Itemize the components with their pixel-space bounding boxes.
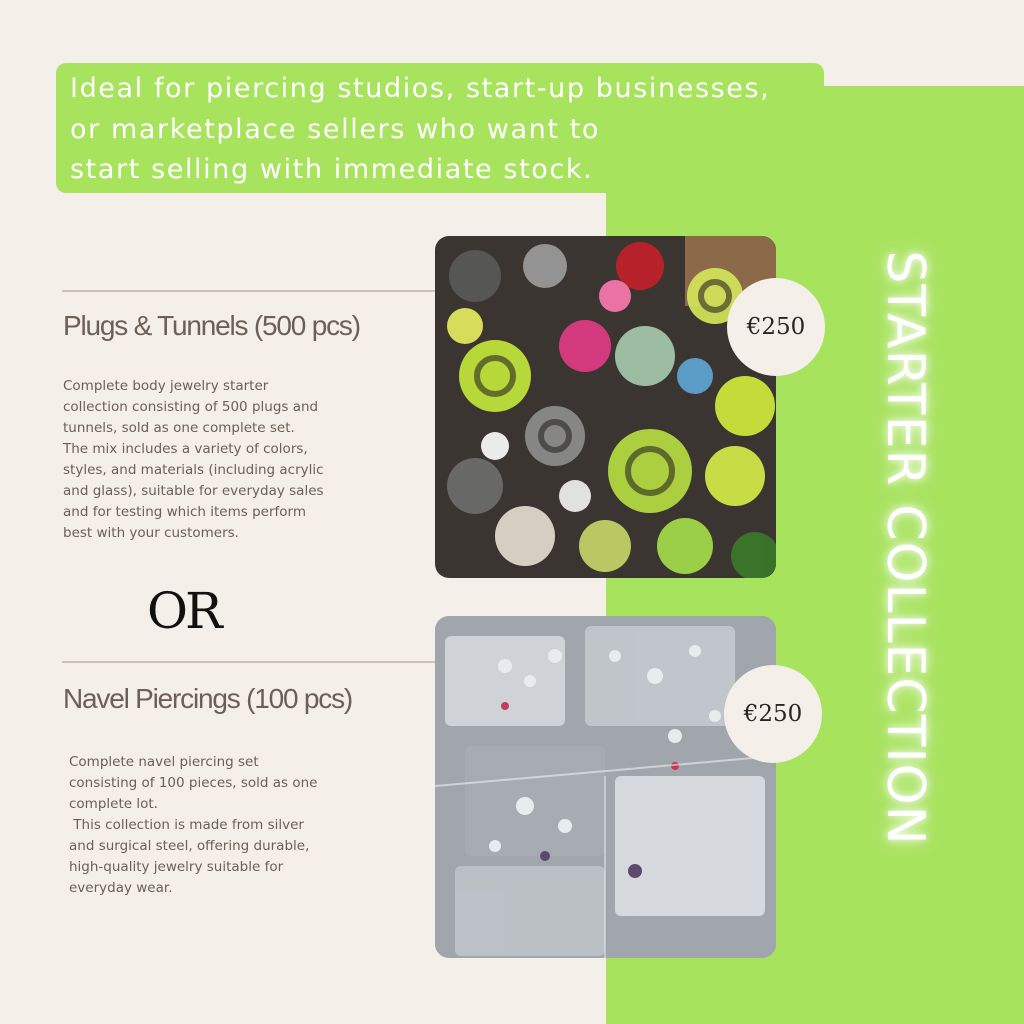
intro-banner (56, 63, 824, 193)
product-title-navel-piercings: Navel Piercings (100 pcs) (63, 683, 353, 714)
product-description-navel-piercings: Complete navel piercing set consisting of 100 pieces, sold as one complete lot. This collection is made from silver and surgical steel, offering durable, high-quality jewelry suitable for everyday wear. (69, 754, 318, 896)
or-separator: OR (147, 582, 220, 640)
banner-line: or marketplace sellers who want to (70, 113, 600, 145)
price-badge-navel-piercings: €250 (724, 665, 822, 763)
plugs-tunnels-photo (435, 236, 776, 578)
section-divider (62, 661, 436, 663)
navel-piercings-photo (435, 616, 776, 958)
collection-title: STARTER COLLECTION (875, 250, 935, 846)
product-description-plugs-tunnels: Complete body jewelry starter collection consisting of 500 plugs and tunnels, sold as one complete set. The mix includes a variety of colors, styles, and materials (including acrylic and glass), suitable for everyday sales and for testing which items perform best with your customers. (63, 378, 324, 541)
banner-line: Ideal for piercing studios, start-up businesses, (70, 73, 771, 104)
banner-line: start selling with immediate stock. (70, 154, 594, 185)
product-title-plugs-tunnels: Plugs & Tunnels (500 pcs) (63, 310, 360, 341)
price-badge-plugs-tunnels: €250 (727, 278, 825, 376)
section-divider (62, 290, 436, 292)
